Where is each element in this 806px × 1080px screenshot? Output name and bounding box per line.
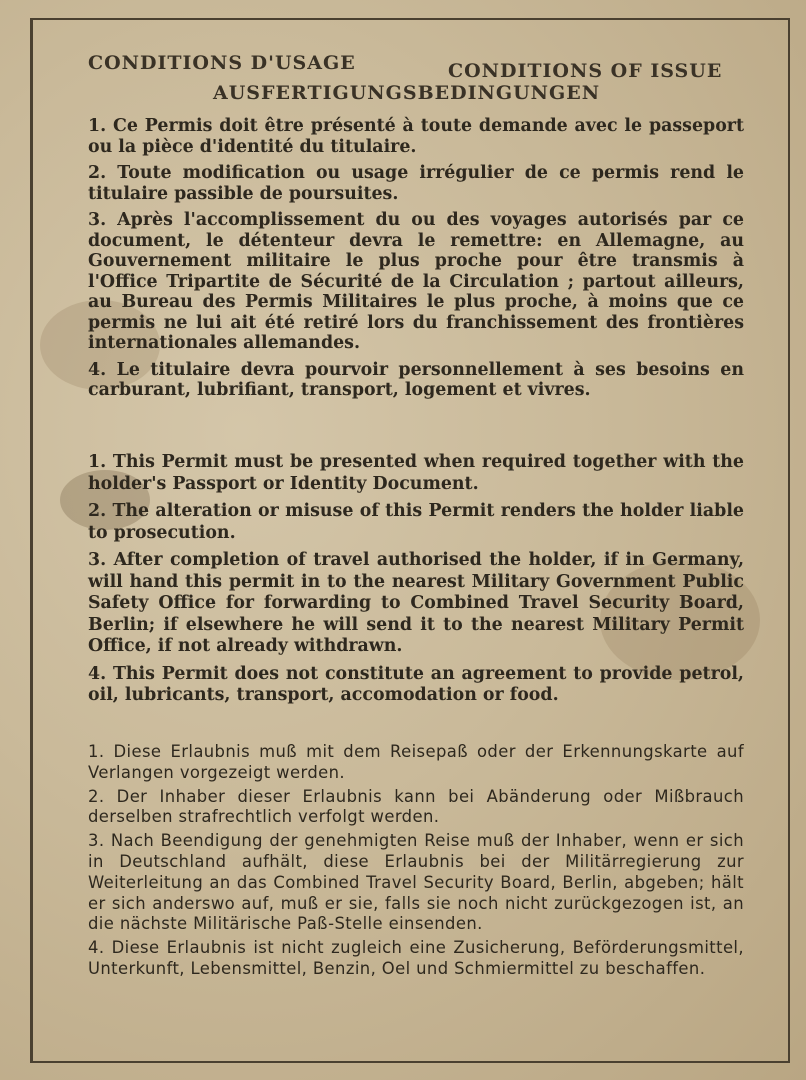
- condition-item: 3. Nach Beendigung der genehmigten Reise muß der Inhaber, wenn er sich in Deutschland aufhält, diese Erlaubnis bei der Militärregierung zur Weiterleitung an das Combined Travel Security Board, Berlin, abgeben; hält er sich anderswo auf, muß er sie, falls sie noch nicht zurückgezogen ist, an die nächste Militärische Paß-Stelle einsenden.: [88, 831, 744, 934]
- condition-item: 2. Toute modification ou usage irrégulier de ce permis rend le titulaire passible de poursuites.: [88, 163, 744, 204]
- title-english: CONDITIONS OF ISSUE: [448, 60, 723, 82]
- title-german: AUSFERTIGUNGSBEDINGUNGEN: [213, 82, 601, 104]
- condition-item: 4. Le titulaire devra pourvoir personnellement à ses besoins en carburant, lubrifiant, transport, logement et vivres.: [88, 359, 744, 400]
- german-conditions: [88, 742, 744, 983]
- condition-item: 4. This Permit does not constitute an agreement to provide petrol, oil, lubricants, transport, accomodation or food.: [88, 663, 744, 705]
- condition-item: 2. The alteration or misuse of this Permit renders the holder liable to prosecution.: [88, 501, 744, 543]
- condition-item: 3. Après l'accomplissement du ou des voyages autorisés par ce document, le détenteur devra le remettre: en Allemagne, au Gouvernement militaire le plus proche pour être transmis à l'Office Tripartite de Sécurité de la Circulation ; partout ailleurs, au Bureau des Permis Militaires le plus proche, à moins que ce permis ne lui ait été retiré lors du franchissement des frontières internationales allemandes.: [88, 210, 744, 353]
- condition-item: 2. Der Inhaber dieser Erlaubnis kann bei Abänderung oder Mißbrauch derselben strafrechtlich verfolgt werden.: [88, 786, 744, 827]
- condition-item: 1. Ce Permis doit être présenté à toute demande avec le passeport ou la pièce d'identité du titulaire.: [88, 116, 744, 157]
- conditions-header: [88, 50, 748, 110]
- french-conditions: [88, 116, 744, 407]
- condition-item: 1. This Permit must be presented when required together with the holder's Passport or Identity Document.: [88, 452, 744, 494]
- title-french: CONDITIONS D'USAGE: [88, 52, 356, 74]
- english-conditions: [88, 452, 744, 713]
- condition-item: 3. After completion of travel authorised the holder, if in Germany, will hand this permit in to the nearest Military Government Public Safety Office for forwarding to Combined Travel Security Board, Berlin; if elsewhere he will send it to the nearest Military Permit Office, if not already withdrawn.: [88, 550, 744, 656]
- condition-item: 1. Diese Erlaubnis muß mit dem Reisepaß oder der Erkennungskarte auf Verlangen vorgezeigt werden.: [88, 742, 744, 782]
- condition-item: 4. Diese Erlaubnis ist nicht zugleich eine Zusicherung, Beförderungsmittel, Unterkunft, Lebensmittel, Benzin, Oel und Schmiermittel zu beschaffen.: [88, 938, 744, 978]
